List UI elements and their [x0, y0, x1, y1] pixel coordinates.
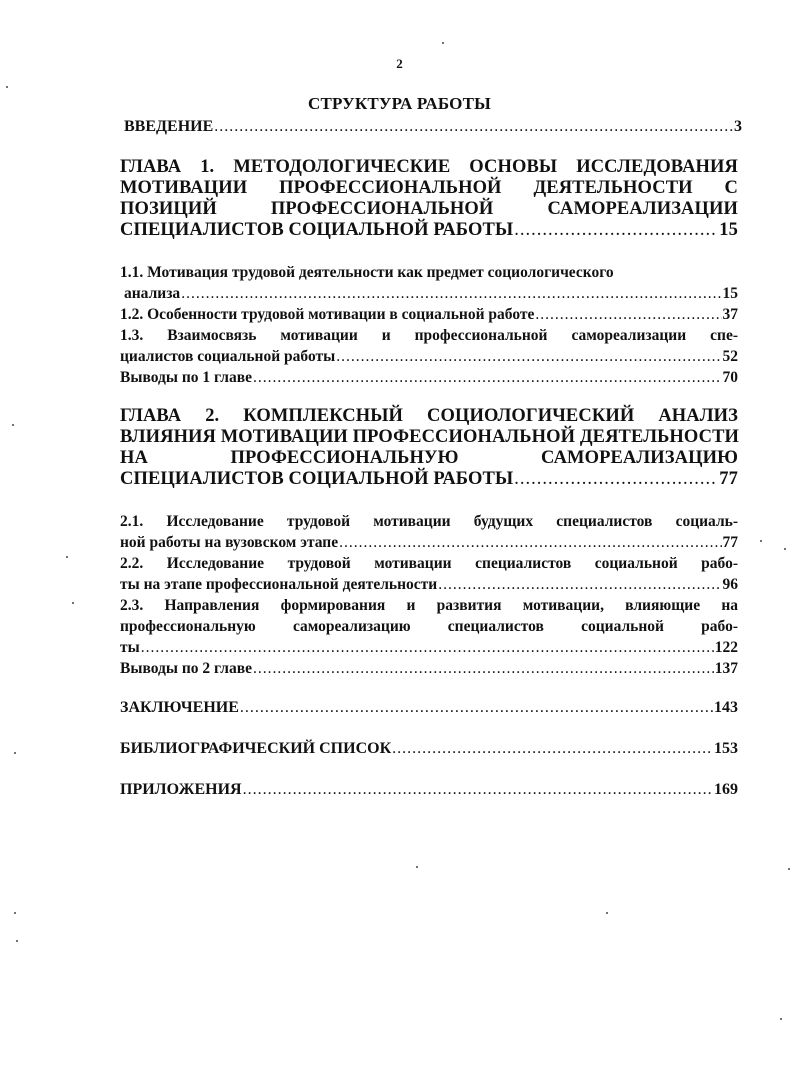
scan-speck [14, 912, 16, 914]
scan-speck [760, 540, 762, 542]
toc-page-number: 15 [719, 220, 738, 240]
section-title-line: анализа [124, 285, 181, 302]
toc-entry-section-2-3[interactable] [120, 595, 738, 658]
chapter-title-line: ГЛАВА 1. МЕТОДОЛОГИЧЕСКИЕ ОСНОВЫ ИССЛЕДОВАНИЯ [120, 157, 738, 177]
chapter-title-line: ПОЗИЦИЙ ПРОФЕССИОНАЛЬНОЙ САМОРЕАЛИЗАЦИИ [120, 199, 738, 219]
section-title-line: Выводы по 2 главе [120, 660, 252, 677]
leader-dots [535, 304, 721, 325]
toc-page-number: 143 [714, 699, 738, 716]
scan-speck [16, 940, 18, 942]
toc-entry-section-2-1[interactable] [120, 511, 738, 553]
page-number: 2 [396, 56, 403, 71]
section-title-line: циалистов социальной работы [120, 348, 336, 365]
toc-entry-section-1-1[interactable] [120, 262, 738, 304]
section-title-line: 2.3. Направления формирования и развития мотивации, влияющие на [120, 597, 738, 614]
leader-dots [141, 637, 714, 658]
scan-speck [784, 548, 786, 550]
toc-page-number: 3 [734, 118, 742, 135]
leader-dots [392, 738, 713, 759]
toc-page-number: 15 [722, 285, 738, 302]
chapter-title-line: ВЛИЯНИЯ МОТИВАЦИИ ПРОФЕССИОНАЛЬНОЙ ДЕЯТЕЛЬНОСТИ [120, 427, 740, 447]
leader-dots [214, 116, 733, 137]
section-title-line: ты [120, 639, 140, 656]
toc-page-number: 77 [719, 469, 738, 489]
scan-speck [416, 866, 418, 868]
toc-page-number: 77 [722, 534, 738, 551]
chapter-title-line: НА ПРОФЕССИОНАЛЬНУЮ САМОРЕАЛИЗАЦИЮ [120, 448, 738, 468]
toc-page-number: 70 [722, 369, 738, 386]
toc-entry-chapter-2[interactable] [120, 406, 738, 490]
scan-speck [12, 424, 14, 426]
leader-dots [438, 574, 721, 595]
leader-dots [243, 779, 713, 800]
section-title-line: ты на этапе профессиональной деятельности [120, 576, 438, 593]
leader-dots [336, 346, 721, 367]
section-title-line: 2.1. Исследование трудовой мотивации будущих специалистов социаль- [120, 513, 738, 530]
toc-page-number: 122 [714, 639, 738, 656]
leader-dots [253, 367, 722, 388]
table-of-contents [120, 0, 742, 1091]
section-title-line: 1.3. Взаимосвязь мотивации и профессиональной самореализации спе- [120, 327, 738, 344]
scan-speck [780, 1018, 782, 1020]
toc-entry-section-1-2[interactable] [120, 304, 738, 325]
toc-entry-conclusions-1[interactable] [120, 367, 738, 388]
leader-dots [514, 469, 718, 490]
scan-speck [442, 42, 444, 44]
section-title-line: БИБЛИОГРАФИЧЕСКИЙ СПИСОК [120, 740, 392, 757]
section-title-line: 2.2. Исследование трудовой мотивации специалистов социальной рабо- [120, 555, 738, 572]
scan-speck [788, 868, 790, 870]
chapter-title-line: СПЕЦИАЛИСТОВ СОЦИАЛЬНОЙ РАБОТЫ [120, 220, 514, 240]
toc-page-number: 52 [722, 348, 738, 365]
section-title-line: ПРИЛОЖЕНИЯ [120, 781, 242, 798]
section-title-line: ЗАКЛЮЧЕНИЕ [120, 699, 239, 716]
chapter-title-line: МОТИВАЦИИ ПРОФЕССИОНАЛЬНОЙ ДЕЯТЕЛЬНОСТИ С [120, 178, 738, 198]
scan-speck [6, 86, 8, 88]
page-title: СТРУКТУРА РАБОТЫ [308, 94, 491, 113]
toc-entry-bibliography[interactable] [120, 738, 738, 759]
leader-dots [240, 697, 713, 718]
toc-entry-chapter-1[interactable] [120, 157, 738, 241]
toc-page-number: 37 [722, 306, 738, 323]
leader-dots [514, 220, 718, 241]
toc-page-number: 96 [722, 576, 738, 593]
toc-page-number: 137 [714, 660, 738, 677]
chapter-title-line: СПЕЦИАЛИСТОВ СОЦИАЛЬНОЙ РАБОТЫ [120, 469, 514, 489]
leader-dots [253, 658, 714, 679]
toc-entry-appendices[interactable] [120, 779, 738, 800]
leader-dots [339, 532, 721, 553]
section-title-line: 1.1. Мотивация трудовой деятельности как предмет социологического [120, 264, 614, 281]
scan-speck [66, 556, 68, 558]
section-title-line: ной работы на вузовском этапе [120, 534, 339, 551]
toc-page-number: 169 [714, 781, 738, 798]
scan-speck [606, 912, 608, 914]
section-title-line: 1.2. Особенности трудовой мотивации в социальной работе [120, 306, 535, 323]
toc-entry-conclusions-2[interactable] [120, 658, 738, 679]
toc-entry-introduction[interactable] [120, 116, 742, 137]
toc-entry-label: ВВЕДЕНИЕ [124, 118, 214, 135]
toc-page-number: 153 [714, 740, 738, 757]
leader-dots [181, 283, 721, 304]
toc-entry-section-2-2[interactable] [120, 553, 738, 595]
section-title-line: Выводы по 1 главе [120, 369, 252, 386]
scan-speck [72, 602, 74, 604]
scan-speck [14, 752, 16, 754]
section-title-line: профессиональную самореализацию специалистов социальной рабо- [120, 618, 738, 635]
toc-entry-section-1-3[interactable] [120, 325, 738, 367]
chapter-title-line: ГЛАВА 2. КОМПЛЕКСНЫЙ СОЦИОЛОГИЧЕСКИЙ АНАЛИЗ [120, 406, 738, 426]
toc-entry-conclusion[interactable] [120, 697, 738, 718]
